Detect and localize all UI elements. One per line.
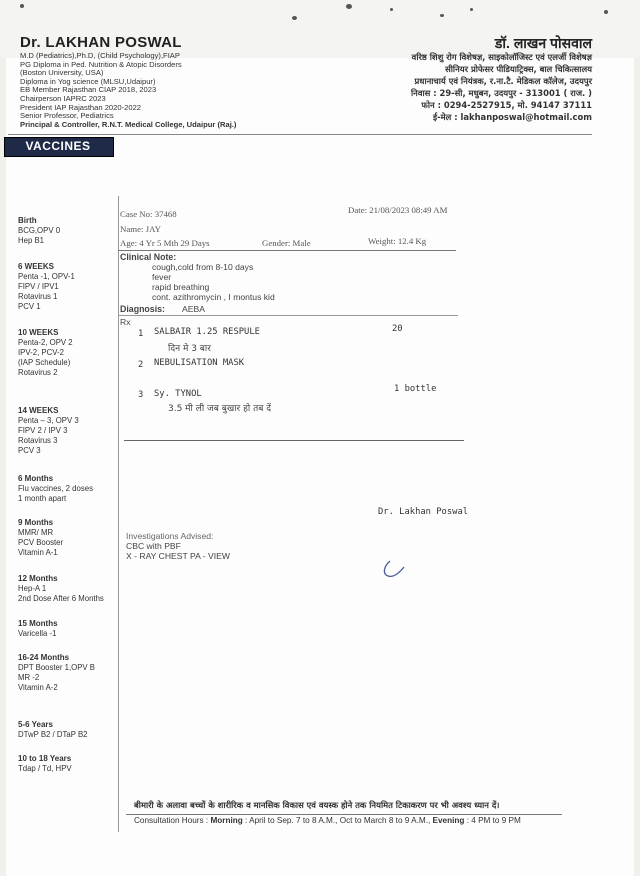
visit-date: Date: 21/08/2023 08:49 AM bbox=[348, 205, 448, 215]
scan-speck bbox=[292, 16, 297, 20]
vaccine-group-16-24-months bbox=[18, 653, 95, 693]
prescription-number: 3 bbox=[138, 390, 144, 400]
prescription-quantity: 20 bbox=[392, 324, 403, 334]
vaccine-group-title: 6 Months bbox=[18, 474, 54, 483]
vaccines-title: VACCINES bbox=[25, 139, 91, 153]
hindi-detail-line: फोन : 0294-2527915, मो. 94147 37111 bbox=[421, 100, 592, 110]
vaccine-group-title: 12 Months bbox=[18, 574, 58, 583]
vaccine-item: BCG,OPV 0 bbox=[18, 226, 61, 235]
vaccine-group-15-months bbox=[18, 619, 58, 639]
vaccine-item: PCV 1 bbox=[18, 302, 41, 311]
vaccine-item: DPT Booster 1,OPV B bbox=[18, 663, 95, 672]
vaccine-item: FIPV / IPV1 bbox=[18, 282, 59, 291]
prescription-number: 2 bbox=[138, 360, 144, 370]
investigations-label: Investigations Advised: bbox=[126, 531, 214, 541]
clinical-note-line: rapid breathing bbox=[152, 282, 210, 292]
vaccine-item: Vitamin A-2 bbox=[18, 683, 58, 692]
vaccine-group-title: 16-24 Months bbox=[18, 653, 70, 662]
hindi-detail-line: वरिष्ठ शिशु रोग विशेषज्ञ, साइकोलॉजिस्ट एवं एलर्जी विशेषज्ञ bbox=[411, 52, 592, 62]
vaccine-item: Hep-A 1 bbox=[18, 584, 47, 593]
vaccine-group-title: 10 WEEKS bbox=[18, 328, 59, 337]
vaccine-item: 1 month apart bbox=[18, 494, 67, 503]
doctor-hindi-name: डॉ. लाखन पोसवाल bbox=[494, 35, 592, 51]
vaccine-item: PCV Booster bbox=[18, 538, 64, 547]
vaccine-item: FIPV 2 / IPV 3 bbox=[18, 426, 68, 435]
qualification-line: Diploma in Yog science (MLSU,Udaipur) bbox=[20, 76, 156, 86]
scan-speck bbox=[390, 8, 393, 11]
prescription-quantity: 1 bottle bbox=[394, 384, 437, 394]
scan-speck bbox=[470, 8, 473, 11]
header-divider bbox=[8, 134, 592, 135]
qualification-line: Senior Professor, Pediatrics bbox=[20, 111, 114, 121]
hindi-detail-line: सीनियर प्रोफेसर पीडियाट्रिक्स, बाल चिकित्सालय bbox=[445, 64, 592, 74]
vaccine-item: IPV-2, PCV-2 bbox=[18, 348, 64, 357]
patient-gender: Gender: Male bbox=[262, 238, 311, 248]
hindi-detail-line: निवास : 29-सी, मधुबन, उदयपुर - 313001 ( राज. ) bbox=[411, 88, 592, 98]
vaccine-item: Rotavirus 3 bbox=[18, 436, 58, 445]
prescription-drug: Sy. TYNOL bbox=[154, 389, 202, 399]
sidebar-divider bbox=[118, 196, 119, 832]
prescription-drug: SALBAIR 1.25 RESPULE bbox=[154, 327, 260, 337]
clinical-note-line: fever bbox=[152, 272, 172, 282]
vaccine-group-6-months bbox=[18, 474, 93, 504]
investigations-advised bbox=[126, 531, 230, 561]
qualification-line: (Boston University, USA) bbox=[20, 68, 104, 78]
vaccine-item: Penta -1, OPV-1 bbox=[18, 272, 75, 281]
vaccine-item: Tdap / Td, HPV bbox=[18, 764, 72, 773]
handwritten-signature-mark bbox=[380, 558, 410, 582]
hindi-detail-line: ई-मेल : lakhanposwal@hotmail.com bbox=[433, 112, 592, 122]
diagnosis-value: AEBA bbox=[182, 304, 205, 314]
clinical-note-line: cough,cold from 8-10 days bbox=[152, 262, 254, 272]
vaccine-item: Rotavirus 2 bbox=[18, 368, 58, 377]
evening-label: Evening bbox=[432, 816, 465, 825]
doctor-qualifications bbox=[20, 52, 236, 129]
vaccine-item: Vitamin A-1 bbox=[18, 548, 58, 557]
qualification-line: M.D (Pediatrics),Ph.D, (Child Psychology),FIAP bbox=[20, 51, 180, 60]
vaccine-group-10-weeks bbox=[18, 328, 73, 378]
diagnosis-divider bbox=[118, 315, 458, 316]
clinical-note-line: cont. azithromycin , I montus kid bbox=[152, 292, 275, 302]
doctor-hindi-details bbox=[411, 51, 592, 123]
scan-speck bbox=[604, 10, 608, 14]
investigation-item: CBC with PBF bbox=[126, 541, 181, 551]
prescription-instruction: 3.5 मी ली जब बुखार हो तब दें bbox=[168, 404, 271, 414]
vaccine-group-title: 5-6 Years bbox=[18, 720, 53, 729]
scan-speck bbox=[346, 4, 352, 9]
vaccine-item: Penta – 3, OPV 3 bbox=[18, 416, 79, 425]
scan-speck bbox=[20, 4, 24, 8]
vaccine-group-14-weeks bbox=[18, 406, 79, 456]
evening-hours: : 4 PM to 9 PM bbox=[466, 816, 521, 825]
vaccine-item: Flu vaccines, 2 doses bbox=[18, 484, 93, 493]
vaccine-item: (IAP Schedule) bbox=[18, 358, 71, 367]
vaccine-item: DTwP B2 / DTaP B2 bbox=[18, 730, 88, 739]
prescription-number: 1 bbox=[138, 329, 144, 339]
vaccine-group-10-18-years bbox=[18, 754, 72, 774]
vaccine-group-title: 14 WEEKS bbox=[18, 406, 59, 415]
patient-age: Age: 4 Yr 5 Mth 29 Days bbox=[120, 238, 210, 248]
prescription-page bbox=[6, 58, 634, 876]
vaccine-item: 2nd Dose After 6 Months bbox=[18, 594, 104, 603]
doctor-name: Dr. LAKHAN POSWAL bbox=[20, 34, 182, 51]
clinical-note-label: Clinical Note: bbox=[120, 252, 177, 262]
consultation-hours bbox=[134, 816, 521, 825]
qualification-line: EB Member Rajasthan CIAP 2018, 2023 bbox=[20, 85, 157, 95]
consultation-hours-label: Consultation Hours : bbox=[134, 816, 209, 825]
vaccine-group-title: 9 Months bbox=[18, 518, 54, 527]
footer-hindi-note: बीमारी के अलावा बच्चों के शारीरिक व मानसिक विकास एवं वयस्क होने तक नियमित टिकाकरण पर भी अवश्य ध्यान दें। bbox=[134, 800, 500, 810]
vaccine-item: PCV 3 bbox=[18, 446, 41, 455]
vaccine-item: Hep B1 bbox=[18, 236, 45, 245]
doctor-signature-name: Dr. Lakhan Poswal bbox=[378, 507, 469, 517]
morning-hours: : April to Sep. 7 to 8 A.M., Oct to March 8 to 9 A.M., bbox=[245, 816, 431, 825]
vaccine-group-title: 6 WEEKS bbox=[18, 262, 55, 271]
prescription-end-divider bbox=[124, 440, 464, 441]
vaccine-group-9-months bbox=[18, 518, 63, 558]
vaccine-item: MMR/ MR bbox=[18, 528, 54, 537]
rx-symbol: Rx bbox=[120, 317, 131, 327]
patient-name: Name: JAY bbox=[120, 224, 161, 234]
morning-label: Morning bbox=[210, 816, 243, 825]
hindi-detail-line: प्रधानाचार्य एवं नियंत्रक, र.ना.टै. मेडिकल कॉलेज, उदयपुर bbox=[414, 76, 592, 86]
vaccine-group-title: Birth bbox=[18, 216, 37, 225]
vaccine-group-title: 15 Months bbox=[18, 619, 58, 628]
vaccine-group-title: 10 to 18 Years bbox=[18, 754, 72, 763]
prescription-drug: NEBULISATION MASK bbox=[154, 358, 245, 368]
vaccine-group-6-weeks bbox=[18, 262, 75, 312]
qualification-line: Principal & Controller, R.N.T. Medical College, Udaipur (Raj.) bbox=[20, 119, 237, 129]
vaccine-item: Penta-2, OPV 2 bbox=[18, 338, 73, 347]
scan-speck bbox=[440, 14, 444, 17]
qualification-line: President IAP Rajasthan 2020-2022 bbox=[20, 102, 142, 112]
case-number: Case No: 37468 bbox=[120, 209, 177, 219]
vaccine-item: MR -2 bbox=[18, 673, 40, 682]
vaccine-item: Rotavirus 1 bbox=[18, 292, 58, 301]
vaccine-group-5-6-years bbox=[18, 720, 87, 740]
clinical-notes bbox=[152, 262, 275, 302]
vaccine-group-birth bbox=[18, 216, 60, 246]
investigation-item: X - RAY CHEST PA - VIEW bbox=[126, 551, 230, 561]
qualification-line: Chairperson IAPRC 2023 bbox=[20, 93, 106, 103]
footer-divider bbox=[126, 814, 562, 815]
vaccine-item: Varicella -1 bbox=[18, 629, 57, 638]
qualification-line: PG Diploma in Ped. Nutrition & Atopic Disorders bbox=[20, 59, 182, 69]
prescription-instruction: दिन मे 3 बार bbox=[168, 344, 211, 354]
diagnosis-label: Diagnosis: bbox=[120, 304, 165, 314]
vaccine-group-12-months bbox=[18, 574, 104, 604]
patient-weight: Weight: 12.4 Kg bbox=[368, 236, 427, 246]
